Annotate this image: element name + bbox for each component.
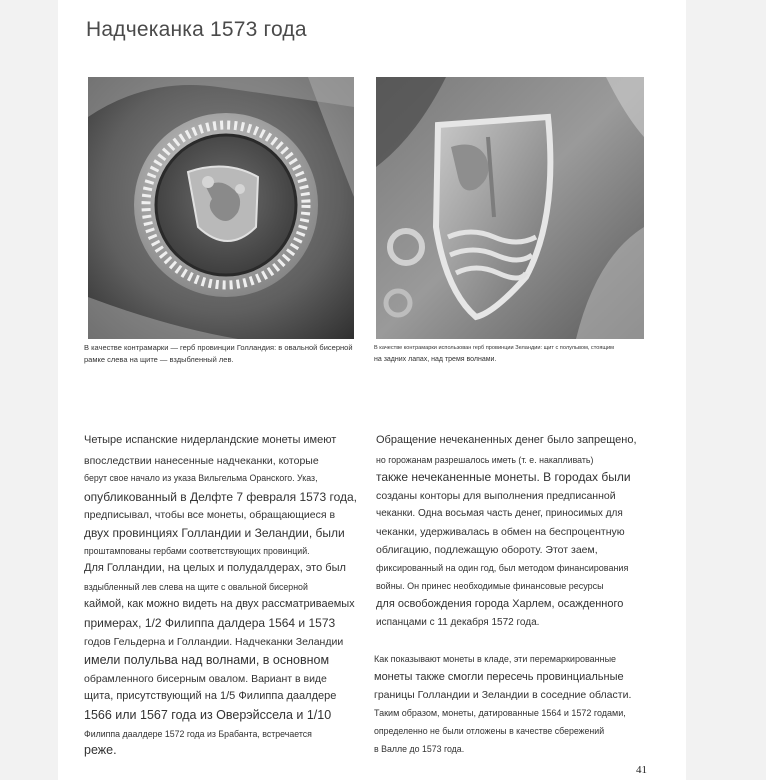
figure-caption-zeeland: В качестве контрамарки использован герб провинции Зеландии: щит с полульвом, стоящим на задних лапах, над тремя волнами.	[374, 345, 614, 363]
left-line: 1566 или 1567 года из Оверэйссела и 1/10	[84, 708, 332, 722]
holland-countermark-image	[88, 77, 354, 339]
right-line: Как показывают монеты в кладе, эти перемаркированные	[374, 654, 617, 664]
right-line: Обращение нечеканенных денег было запрещено,	[376, 434, 637, 446]
left-line: Филиппа даалдере 1572 года из Брабанта, встречается	[84, 729, 312, 739]
left-line: опубликованный в Делфте 7 февраля 1573 года,	[84, 490, 357, 504]
book-page	[58, 0, 686, 780]
left-line: годов Гельдерна и Голландии. Надчеканки Зеландии	[84, 636, 344, 648]
left-line: каймой, как можно видеть на двух рассматриваемых	[84, 598, 355, 610]
left-line: обрамленного бисерным овалом. Вариант в виде	[84, 673, 327, 685]
coin-photo-zeeland	[376, 77, 644, 339]
right-line: Таким образом, монеты, датированные 1564 и 1572 годами,	[374, 708, 626, 718]
left-line: примерах, 1/2 Филиппа далдера 1564 и 1573	[84, 616, 336, 630]
left-line: предписывал, чтобы все монеты, обращающиеся в	[84, 509, 336, 521]
left-line: двух провинциях Голландии и Зеландии, были	[84, 526, 345, 540]
left-line: Четыре испанские нидерландские монеты имеют	[84, 434, 337, 446]
right-line: границы Голландии и Зеландии в соседние области.	[374, 689, 632, 701]
right-line: также нечеканенные монеты. В городах были	[376, 470, 631, 484]
right-line: но горожанам разрешалось иметь (т. е. накапливать)	[376, 455, 594, 465]
left-line: проштампованы гербами соответствующих провинций.	[84, 546, 310, 556]
left-line: щита, присутствующий на 1/5 Филиппа даалдере	[84, 690, 337, 702]
left-line: имели полульва над волнами, в основном	[84, 653, 330, 667]
left-line: впоследствии нанесенные надчеканки, которые	[84, 455, 319, 467]
page-title: Надчеканка 1573 года	[86, 18, 307, 41]
right-line: войны. Он принес необходимые финансовые ресурсы	[376, 581, 604, 591]
right-line: в Валле до 1573 года.	[374, 744, 465, 754]
left-line: берут свое начало из указа Вильгельма Оранского. Указ,	[84, 473, 318, 483]
right-line: испанцами с 11 декабря 1572 года.	[376, 617, 540, 628]
right-line: чеканки, удерживалась в обмен на беспроцентную	[376, 526, 625, 538]
right-line: монеты также смогли пересечь провинциальные	[374, 671, 624, 683]
figure-caption-holland: В качестве контрамарки — герб провинции Голландия: в овальной бисерной рамке слева на щите — вздыбленный лев.	[84, 343, 353, 364]
left-line: вздыбленный лев слева на щите с овальной бисерной	[84, 582, 308, 592]
right-line: облигацию, подлежащую обороту. Этот заем,	[376, 544, 598, 556]
coin-photo-holland	[88, 77, 354, 339]
page-number: 41	[636, 764, 647, 776]
right-line: созданы конторы для выполнения предписанной	[376, 490, 616, 502]
right-line: фиксированный на один год, был методом финансирования	[376, 563, 629, 573]
right-line: определенно не были отложены в качестве сбережений	[374, 726, 605, 736]
left-line: Для Голландии, на целых и полудалдерах, это был	[84, 562, 346, 574]
right-line: чеканки. Одна восьмая часть денег, приносимых для	[376, 508, 623, 519]
left-line: реже.	[84, 743, 117, 757]
zeeland-countermark-image	[376, 77, 644, 339]
right-line: для освобождения города Харлем, осажденного	[376, 598, 624, 610]
